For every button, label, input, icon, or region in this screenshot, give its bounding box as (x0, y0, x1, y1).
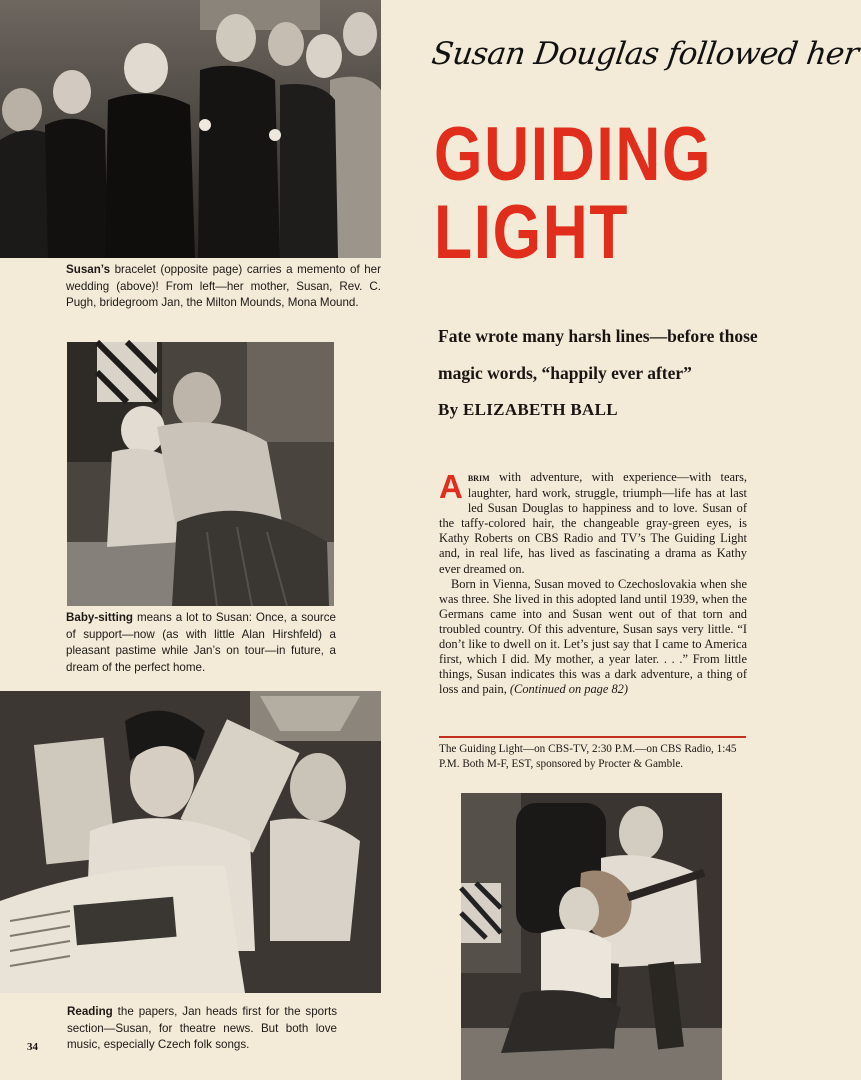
wedding-caption (66, 262, 381, 312)
credits-divider (439, 736, 746, 738)
wedding-photo (0, 0, 381, 258)
reading-caption-lead: Reading (67, 1005, 113, 1018)
reading-caption-text: the papers, Jan heads first for the sports section—Susan, for theatre news. But both love music, especially Czech folk songs. (67, 1005, 337, 1052)
drop-cap: A (439, 468, 463, 505)
reading-photo (0, 691, 381, 993)
wedding-caption-lead: Susan’s (66, 263, 111, 276)
article-paragraph-2 (439, 577, 747, 698)
article-kicker: Susan Douglas followed her (429, 36, 861, 72)
lead-smallcaps: brim (467, 472, 490, 484)
article-body (439, 470, 747, 697)
article-deck: Fate wrote many harsh lines—before those magic words, “happily ever after” (438, 326, 758, 383)
article-paragraph-1 (439, 470, 747, 577)
headline-line-2: LIGHT (434, 190, 630, 275)
guitar-photo (461, 793, 722, 1080)
wedding-caption-text: bracelet (opposite page) carries a memento of her wedding (above)! From left—her mother, Susan, Rev. C. Pugh, bridegroom Jan, the Milton Mounds, Mona Mound. (66, 263, 381, 310)
reading-caption (67, 1004, 337, 1054)
article-headline (434, 112, 713, 275)
article-byline: By ELIZABETH BALL (438, 400, 618, 419)
page-number: 34 (27, 1041, 38, 1053)
broadcast-credits: The Guiding Light—on CBS-TV, 2:30 P.M.—on CBS Radio, 1:45 P.M. Both M-F, EST, sponsored by Procter & Gamble. (439, 743, 737, 770)
paragraph-2-text: Born in Vienna, Susan moved to Czechoslovakia when she was three. She lived in this adopted land until 1939, when the Germans came into and Susan went out of that torn and troubled country. Of this adventure, Susan says very little. “I don’t like to dwell on it. Let’s just say that I came to America first, which I did. My mother, a year later. . . .” From little things, Susan indicates this was a dark adventure, a thing of loss and pain, (439, 576, 747, 697)
baby-sitting-caption-lead: Baby-sitting (66, 611, 133, 624)
paragraph-1-text: with adventure, with experience—with tears, laughter, hard work, struggle, triumph—life has at last led Susan Douglas to happiness and to love. Susan of the taffy-colored hair, the changeable gray-green eyes, is Kathy Roberts on CBS Radio and TV’s The Guiding Light and, in real life, has lived as fascinating a drama as Kathy ever dreamed on. (439, 470, 747, 576)
baby-sitting-caption-text: means a lot to Susan: Once, a source of support—now (as with little Alan Hirshfeld) a pleasant pastime while Jan’s on tour—in future, a dream of the perfect home. (66, 611, 336, 674)
baby-sitting-caption (66, 610, 336, 676)
headline-line-1: GUIDING (434, 112, 713, 197)
baby-sitting-photo (67, 342, 334, 606)
continued-note: (Continued on page 82) (509, 682, 628, 697)
